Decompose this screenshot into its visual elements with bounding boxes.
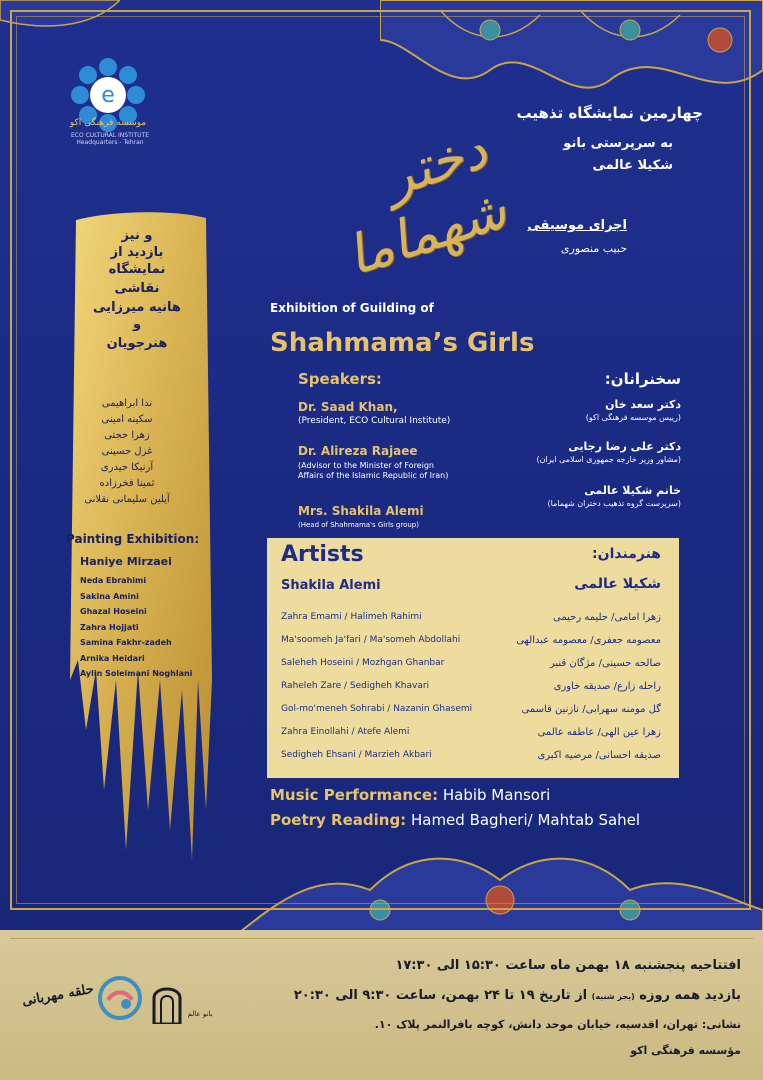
footer-logo-halgheh: حلقه مهربانی: [20, 981, 96, 1010]
footer-visit-b: از تاریخ ۱۹ تا ۲۴ بهمن، ساعت ۹:۳۰ الی ۲۰:۳۰: [293, 988, 588, 1003]
side-fa-student: زهرا حجتی: [104, 430, 150, 441]
artist-pair-fa: گل مومنه سهرابی/ نازنین قاسمی: [521, 704, 661, 715]
fa-music-label: اجرای موسیقی: [527, 218, 627, 233]
artist-pair-fa: زهرا امامی/ حلیمه رحیمی: [553, 612, 661, 623]
speaker-fa-role: (مشاور وزیر خارجه جمهوری اسلامی ایران): [536, 455, 681, 464]
side-fa-line: هنرجویان: [106, 336, 168, 351]
speakers-label: Speakers:: [298, 370, 382, 388]
side-fa-line: نقاشی: [114, 281, 160, 296]
speaker-role: (President, ECO Cultural Institute): [298, 416, 451, 426]
side-fa-student: آیلین سلیمانی نقلانی: [84, 494, 170, 505]
footer-logo-birds-icon: [96, 974, 144, 1022]
side-fa-line: بازدید از: [110, 245, 164, 260]
fa-supervision: به سرپرستی بانو: [563, 136, 673, 151]
calligraphy-title: دختر شهماما: [339, 117, 514, 288]
logo-fa-name: موسسه فرهنگی اکو: [69, 118, 147, 128]
fa-title-line: چهارمین نمایشگاه تذهیب: [516, 104, 703, 122]
side-fa-student: غزل حسینی: [101, 446, 153, 457]
footer-logo-arch-label: بانو عالم: [187, 1010, 213, 1018]
speaker-fa-role: (رییس موسسه فرهنگی اکو): [585, 413, 681, 422]
painting-student: Ghazal Hoseini: [80, 607, 147, 616]
side-fa-student: آرنیکا حیدری: [100, 462, 154, 473]
side-fa-student: سکینه امینی: [101, 414, 153, 425]
footer-line-visit: [294, 988, 741, 1003]
side-fa-student: ندا ابراهیمی: [101, 398, 153, 409]
footer-address: نشانی: تهران، اقدسیه، خیابان موحد دانش، کوچه بافرالنمر پلاک ۱۰.: [374, 1018, 741, 1031]
speaker-fa-name: دکتر سعد خان: [605, 398, 681, 411]
painting-student: Neda Ebrahimi: [80, 576, 147, 585]
speakers-label-fa: سخنرانان:: [604, 370, 681, 388]
speaker-fa-name: دکتر علی رضا رجایی: [568, 440, 681, 453]
fa-music-name: حبیب منصوری: [560, 242, 627, 255]
poetry-label: Poetry Reading:: [270, 811, 407, 829]
artist-pair: Zahra Einollahi / Atefe Alemi: [281, 727, 410, 737]
artist-pair-fa: صدیقه احسانی/ مرضیه اکبری: [537, 750, 661, 761]
poetry-name: Hamed Bagheri/ Mahtab Sahel: [410, 811, 641, 829]
artists-box: [267, 538, 679, 778]
speaker-fa-name: خانم شکیلا عالمی: [584, 484, 681, 497]
artist-pair-fa: راحله زارع/ صدیقه خاوری: [553, 681, 661, 692]
side-fa-student: ثمینا فخرزاده: [99, 478, 155, 489]
side-fa-line: و: [132, 317, 142, 332]
poetry-reading: [270, 811, 640, 829]
artists-lead: Shakila Alemi: [281, 578, 381, 593]
artist-pair-fa: معصومه جعفری/ معصومه عبدالهی: [516, 635, 661, 646]
footer-line-opening: افتتاحیه پنجشنبه ۱۸ بهمن ماه ساعت ۱۵:۳۰ الی ۱۷:۳۰: [395, 958, 741, 973]
painting-exhibition-label: Painting Exhibition:: [66, 532, 200, 546]
artists-en-list: [281, 606, 496, 767]
artist-pair: Saleheh Hoseini / Mozhgan Ghanbar: [281, 658, 445, 668]
music-performance: [270, 786, 550, 804]
speaker-role-line1: (Advisor to the Minister of Foreign: [298, 461, 434, 470]
fa-supervisor: شکیلا عالمی: [592, 158, 673, 173]
artist-pair: Zahra Emami / Halimeh Rahimi: [281, 612, 422, 622]
painting-student: Zahra Hojjati: [80, 622, 139, 632]
top-ornament-icon: [380, 0, 763, 110]
artists-fa-list: [481, 606, 661, 767]
side-fa-line: نمایشگاه: [108, 262, 166, 277]
artists-lead-fa: شکیلا عالمی: [574, 576, 661, 592]
painting-student: Samina Fakhr-zadeh: [80, 638, 172, 647]
artist-pair: Sedigheh Ehsani / Marzieh Akbari: [281, 750, 432, 760]
logo-caption-en: ECO CULTURAL INSTITUTE: [70, 132, 150, 139]
artist-pair: Ma'soomeh Ja'fari / Ma'someh Abdollahi: [281, 635, 461, 645]
artist-pair-fa: زهرا عین الهی/ عاطفه عالمی: [537, 727, 661, 738]
footer-institute: مؤسسه فرهنگی اکو: [630, 1044, 741, 1057]
svg-text:e: e: [101, 83, 115, 108]
artist-pair-fa: صالحه حسینی/ مژگان قنبر: [549, 658, 661, 669]
logo-caption: [50, 132, 170, 146]
artists-label: Artists: [281, 542, 364, 567]
top-left-corner-icon: [0, 0, 120, 40]
artist-pair: Raheleh Zare / Sedigheh Khavari: [281, 681, 430, 691]
side-fa-block: [62, 228, 212, 351]
painting-students: [80, 573, 210, 682]
speaker-role: (Head of Shahmama's Girls group): [298, 521, 419, 529]
painting-artist: Haniye Mirzaei: [80, 555, 172, 568]
footer-visit-a: بازدید همه روزه: [639, 988, 741, 1003]
speaker-name: Dr. Alireza Rajaee: [298, 444, 418, 458]
side-fa-students: [62, 396, 192, 508]
painting-student: Sakina Amini: [80, 591, 139, 601]
speaker-2-fa: [461, 440, 681, 464]
speaker-name: Mrs. Shakila Alemi: [298, 504, 424, 518]
painting-student: Arnika Heidari: [80, 653, 145, 663]
footer-visit-small: (بجز شنبه): [591, 992, 635, 1001]
painting-student: Aylin Soleimani Noghlani: [80, 669, 193, 678]
exhibition-title: Shahmama’s Girls: [270, 328, 535, 358]
speaker-fa-role: (سرپرست گروه تذهیب دختران شهماما): [547, 499, 681, 508]
speaker-1-fa: [461, 398, 681, 422]
bottom-ornament-icon: [240, 840, 763, 932]
speaker-name: Dr. Saad Khan,: [298, 400, 398, 414]
artists-label-fa: هنرمندان:: [592, 546, 661, 562]
speaker-role-line2: Affairs of the Islamic Republic of Iran): [298, 471, 449, 480]
artist-pair: Gol-mo'meneh Sohrabi / Nazanin Ghasemi: [281, 704, 473, 714]
music-name: Habib Mansori: [442, 786, 551, 804]
side-fa-line: هانیه میرزایی: [93, 300, 181, 315]
music-label: Music Performance:: [270, 786, 439, 804]
exhibition-subtitle: Exhibition of Guilding of: [270, 301, 434, 315]
footer-logo-arch-icon: [150, 980, 184, 1024]
speaker-3-fa: [461, 484, 681, 508]
logo-caption-city: Headquarters - Tehran: [76, 139, 144, 146]
side-fa-line: و نیز: [121, 228, 153, 243]
